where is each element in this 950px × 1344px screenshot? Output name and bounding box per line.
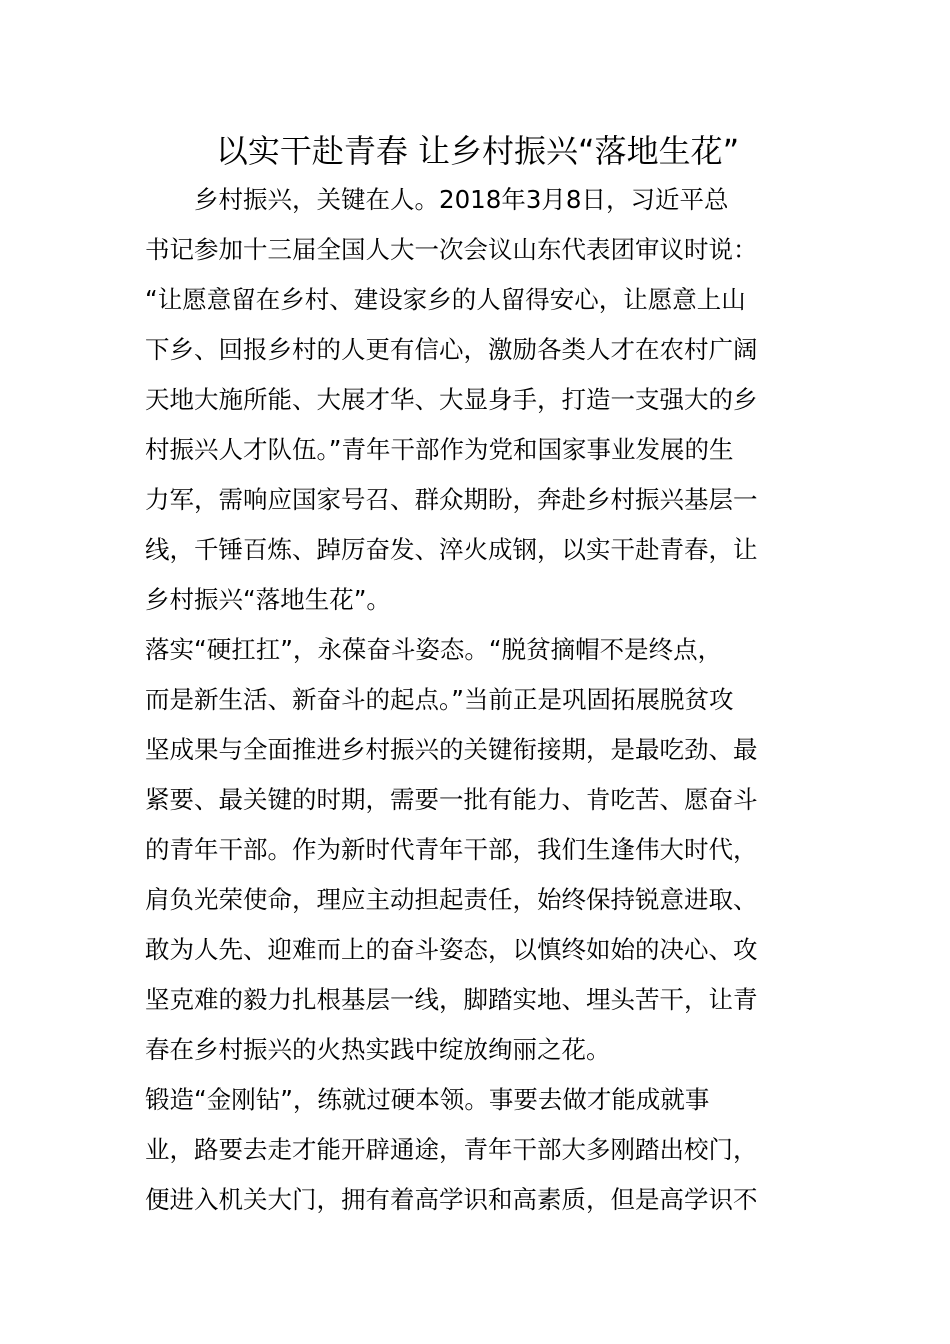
body-line-20: 业，路要去走才能开辟通途，青年干部大多刚踏出校门， xyxy=(145,1135,758,1164)
body-line-10: 落实“硬扛扛”，永葆奋斗姿态。“脱贫摘帽不是终点， xyxy=(145,635,723,664)
body-line-9: 乡村振兴“落地生花”。 xyxy=(145,585,391,614)
body-line-19: 锻造“金刚钻”，练就过硬本领。事要去做才能成就事 xyxy=(145,1085,710,1114)
body-line-21: 便进入机关大门，拥有着高学识和高素质，但是高学识不 xyxy=(145,1185,758,1214)
body-line-11: 而是新生活、新奋斗的起点。”当前正是巩固拓展脱贫攻 xyxy=(145,685,734,714)
body-line-13: 紧要、最关键的时期，需要一批有能力、肯吃苦、愿奋斗 xyxy=(145,785,758,814)
body-line-2: 书记参加十三届全国人大一次会议山东代表团审议时说： xyxy=(145,235,758,264)
body-line-5: 天地大施所能、大展才华、大显身手，打造一支强大的乡 xyxy=(145,385,758,414)
body-line-6: 村振兴人才队伍。”青年干部作为党和国家事业发展的生 xyxy=(145,435,734,464)
body-line-3: “让愿意留在乡村、建设家乡的人留得安心，让愿意上山 xyxy=(145,285,746,314)
article-title: 以实干赴青春 让乡村振兴“落地生花” xyxy=(215,132,740,170)
body-line-17: 坚克难的毅力扎根基层一线，脚踏实地、埋头苦干，让青 xyxy=(145,985,758,1014)
body-line-8: 线，千锤百炼、踔厉奋发、淬火成钢，以实干赴青春，让 xyxy=(145,535,758,564)
body-line-18: 春在乡村振兴的火热实践中绽放绚丽之花。 xyxy=(145,1035,611,1064)
body-line-4: 下乡、回报乡村的人更有信心，激励各类人才在农村广阔 xyxy=(145,335,758,364)
body-line-7: 力军，需响应国家号召、群众期盼，奔赴乡村振兴基层一 xyxy=(145,485,758,514)
body-line-15: 肩负光荣使命，理应主动担起责任，始终保持锐意进取、 xyxy=(145,885,758,914)
body-line-1: 乡村振兴，关键在人。2018年3月8日，习近平总 xyxy=(145,185,729,214)
body-line-16: 敢为人先、迎难而上的奋斗姿态，以慎终如始的决心、攻 xyxy=(145,935,758,964)
body-line-12: 坚成果与全面推进乡村振兴的关键衔接期，是最吃劲、最 xyxy=(145,735,758,764)
body-line-14: 的青年干部。作为新时代青年干部，我们生逢伟大时代， xyxy=(145,835,758,864)
